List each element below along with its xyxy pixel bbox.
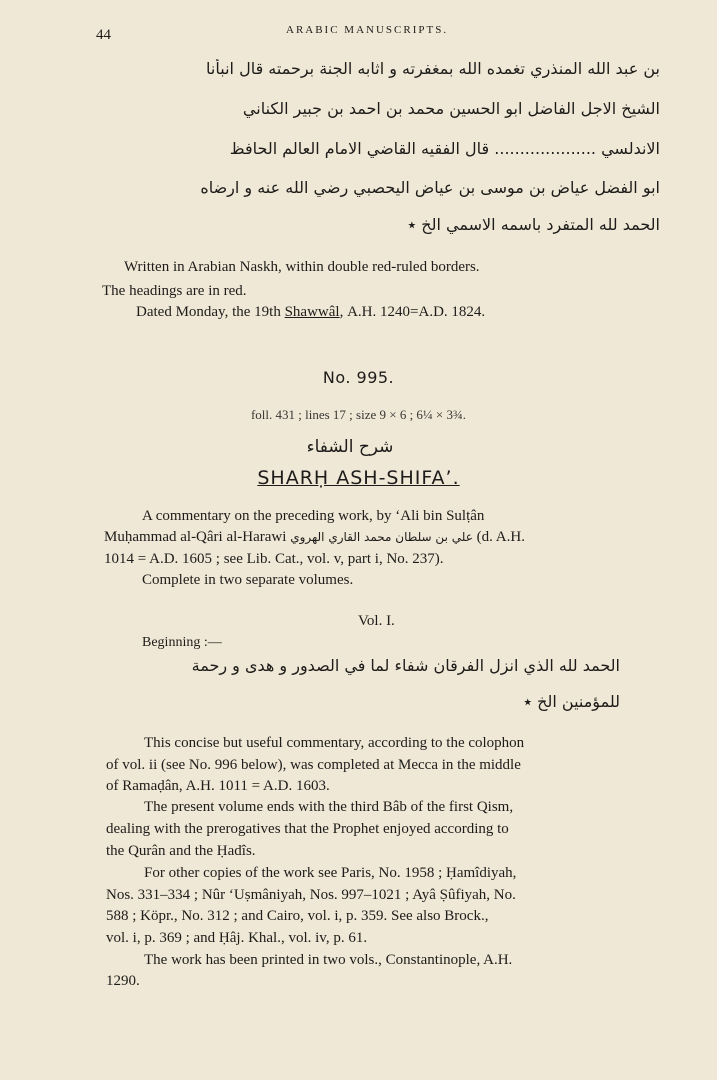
collation: foll. 431 ; lines 17 ; size 9 × 6 ; 6¼ × 3¾. bbox=[250, 407, 467, 422]
para4-line-1: The work has been printed in two vols., Constantinople, A.H. bbox=[144, 952, 513, 968]
description-line-2 bbox=[104, 527, 525, 548]
para3-line-1: For other copies of the work see Paris, No. 1958 ; Ḥamîdiyah, bbox=[144, 865, 517, 881]
note-dated bbox=[136, 302, 485, 323]
page-number: 44 bbox=[96, 27, 111, 43]
arabic-line-4: ابو الفضل عياض بن موسى بن عياض اليحصبي رضي الله عنه و ارضاه bbox=[200, 178, 660, 197]
arabic-line-1: بن عبد الله المنذري تغمده الله بمغفرته و اثابه الجنة برحمته قال انبأنا bbox=[206, 59, 660, 78]
para1-line-3: of Ramaḍân, A.H. 1011 = A.D. 1603. bbox=[106, 778, 330, 794]
entry-number: No. 995. bbox=[322, 368, 395, 387]
para3-line-2: Nos. 331–334 ; Nûr ‘Uṣmâniyah, Nos. 997–1021 ; Ayâ Ṣûfiyah, No. bbox=[106, 887, 516, 903]
dated-ah: A.H. bbox=[347, 304, 377, 320]
author-latin: Muḥammad al-Qâri al-Harawi bbox=[104, 529, 287, 545]
para2-line-1: The present volume ends with the third Bâb of the first Qism, bbox=[144, 799, 514, 815]
note-headings: The headings are in red. bbox=[102, 283, 247, 299]
para2-line-2: dealing with the prerogatives that the Prophet enjoyed according to bbox=[106, 821, 509, 837]
para1-line-1: This concise but useful commentary, according to the colophon bbox=[144, 735, 525, 751]
dated-num2: 1824. bbox=[447, 304, 486, 320]
arabic-title: شرح الشفاء bbox=[306, 437, 394, 457]
para2-line-3: the Qurân and the Ḥadîs. bbox=[106, 843, 256, 859]
para3-line-3: 588 ; Köpr., No. 312 ; and Cairo, vol. i, p. 359. See also Brock., bbox=[106, 908, 489, 924]
author-death-note: (d. A.H. bbox=[472, 529, 525, 545]
volume-label: Vol. I. bbox=[358, 613, 395, 629]
dated-pre: Dated Monday, the 19th bbox=[136, 304, 285, 320]
dated-shawwal: Shawwâl bbox=[284, 304, 340, 320]
beginning-arabic-line-2: للمؤمنين الخ ٭ bbox=[523, 692, 620, 711]
arabic-line-5: الحمد لله المتفرد باسمه الاسمي الخ ٭ bbox=[407, 215, 660, 234]
dated-ad: A.D. bbox=[418, 304, 448, 320]
running-title: ARABIC MANUSCRIPTS. bbox=[286, 24, 449, 36]
entry-title: SHARḤ ASH-SHIFA’. bbox=[257, 467, 460, 489]
author-arabic: علي بن سلطان محمد القاري الهروي bbox=[290, 530, 473, 544]
para1-line-2: of vol. ii (see No. 996 below), was completed at Mecca in the middle bbox=[106, 757, 521, 773]
para4-line-2: 1290. bbox=[106, 973, 140, 989]
arabic-line-2: الشيخ الاجل الفاضل ابو الحسين محمد بن احمد بن جبير الكناني bbox=[242, 99, 660, 118]
para3-line-4: vol. i, p. 369 ; and Ḥâj. Khal., vol. iv, p. 61. bbox=[106, 930, 368, 946]
note-script: Written in Arabian Naskh, within double red-ruled borders. bbox=[124, 259, 480, 275]
dated-mid: , bbox=[339, 304, 348, 320]
beginning-label: Beginning :— bbox=[142, 635, 222, 650]
dated-num1: 1240= bbox=[376, 304, 419, 320]
description-line-4: Complete in two separate volumes. bbox=[142, 572, 354, 588]
arabic-line-3: الاندلسي .................... قال الفقيه القاضي الامام العالم الحافظ bbox=[229, 139, 660, 158]
description-line-1: A commentary on the preceding work, by ‘Ali bin Sulṭân bbox=[142, 508, 485, 524]
description-line-3: 1014 = A.D. 1605 ; see Lib. Cat., vol. v, part i, No. 237). bbox=[104, 551, 444, 567]
beginning-arabic-line-1: الحمد لله الذي انزل الفرقان شفاء لما في الصدور و هدى و رحمة bbox=[191, 656, 620, 675]
